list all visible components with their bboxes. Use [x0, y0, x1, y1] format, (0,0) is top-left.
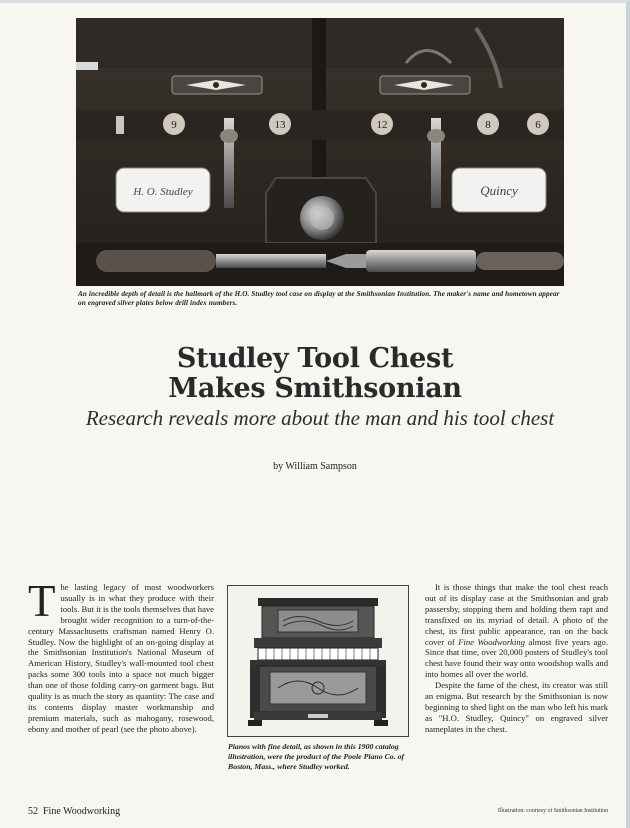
column-3-paragraph-1 [425, 582, 608, 680]
page-number: 52 [28, 806, 38, 817]
index-6: 6 [535, 119, 541, 131]
byline: by William Sampson [273, 461, 357, 472]
column-1 [28, 576, 214, 735]
page-folio [28, 806, 120, 817]
column-3 [425, 582, 608, 735]
column-3-paragraph-2: Despite the fame of the chest, its creator was still an enigma. But research by the Smithsonian is now beginning to shed light on the man who left his mark as "H.O. Studley, Quincy" on engraved silver nameplates in the chest. [425, 680, 608, 734]
piano-caption: Pianos with fine detail, as shown in this 1900 catalog illustration, were the product of the Poole Piano Co. of Boston, Mass., where Studley worked. [228, 742, 405, 771]
plate-left-text: H. O. Studley [133, 186, 193, 198]
column-3-p1-part-a: It is those things that make the tool chest reach out of its display case at the Smithsonian and grab passersby, stopping them and holding them rapt and transfixed on its myriad of detail. A photo of the chest, its first public appearance, ran on the back cover of [425, 582, 608, 647]
photo-caption: An incredible depth of detail is the hallmark of the H.O. Studley tool case on display at the Smithsonian Institution. The maker's name and hometown appear on engraved silver plates below drill index numbers. [78, 290, 560, 307]
plate-right-text: Quincy [480, 183, 518, 198]
index-12: 12 [376, 119, 388, 131]
title-line-1: Studley Tool Chest [176, 343, 454, 374]
illustration-credit: Illustration: courtesy of Smithsonian Institution [497, 808, 608, 814]
drop-cap: T [28, 576, 56, 626]
article-subtitle: Research reveals more about the man and his tool chest [85, 406, 555, 430]
title-line-2: Makes Smithsonian [168, 373, 462, 404]
tool-chest-photo [76, 18, 564, 286]
index-9: 9 [171, 119, 177, 131]
publication-name: Fine Woodworking [43, 806, 121, 817]
piano-illustration-frame [227, 585, 409, 737]
article-title [0, 344, 630, 404]
column-1-text: he lasting legacy of most woodworkers usually is in what they produce with their tools. But it is the tools themselves that have brought wider recognition to a turn-of-the-century Massachusetts craftsman named Henry O. Studley. Now the highlight of an on-going display at the Smithsonian Institution's National Museum of American History, Studley's wall-mounted tool chest packs some 300 tools into a space not much bigger than one of those folding carry-on garment bags. But quality is as much the story as quantity: The case and its contents display master workmanship and premium materials, such as mahogany, rosewood, ebony and mother of pearl (see the photo above). [28, 582, 214, 734]
index-8: 8 [485, 119, 491, 131]
magazine-name: Fine Woodworking [458, 636, 525, 647]
index-13: 13 [274, 119, 286, 131]
piano-illustration [228, 586, 408, 736]
tool-chest-illustration [76, 18, 564, 286]
column-3-p1-part-b: almost five years ago. Since that time, over 20,000 posters of Studley's tool chest have found their way onto woodshop walls and into homes all over the world. [425, 636, 609, 680]
